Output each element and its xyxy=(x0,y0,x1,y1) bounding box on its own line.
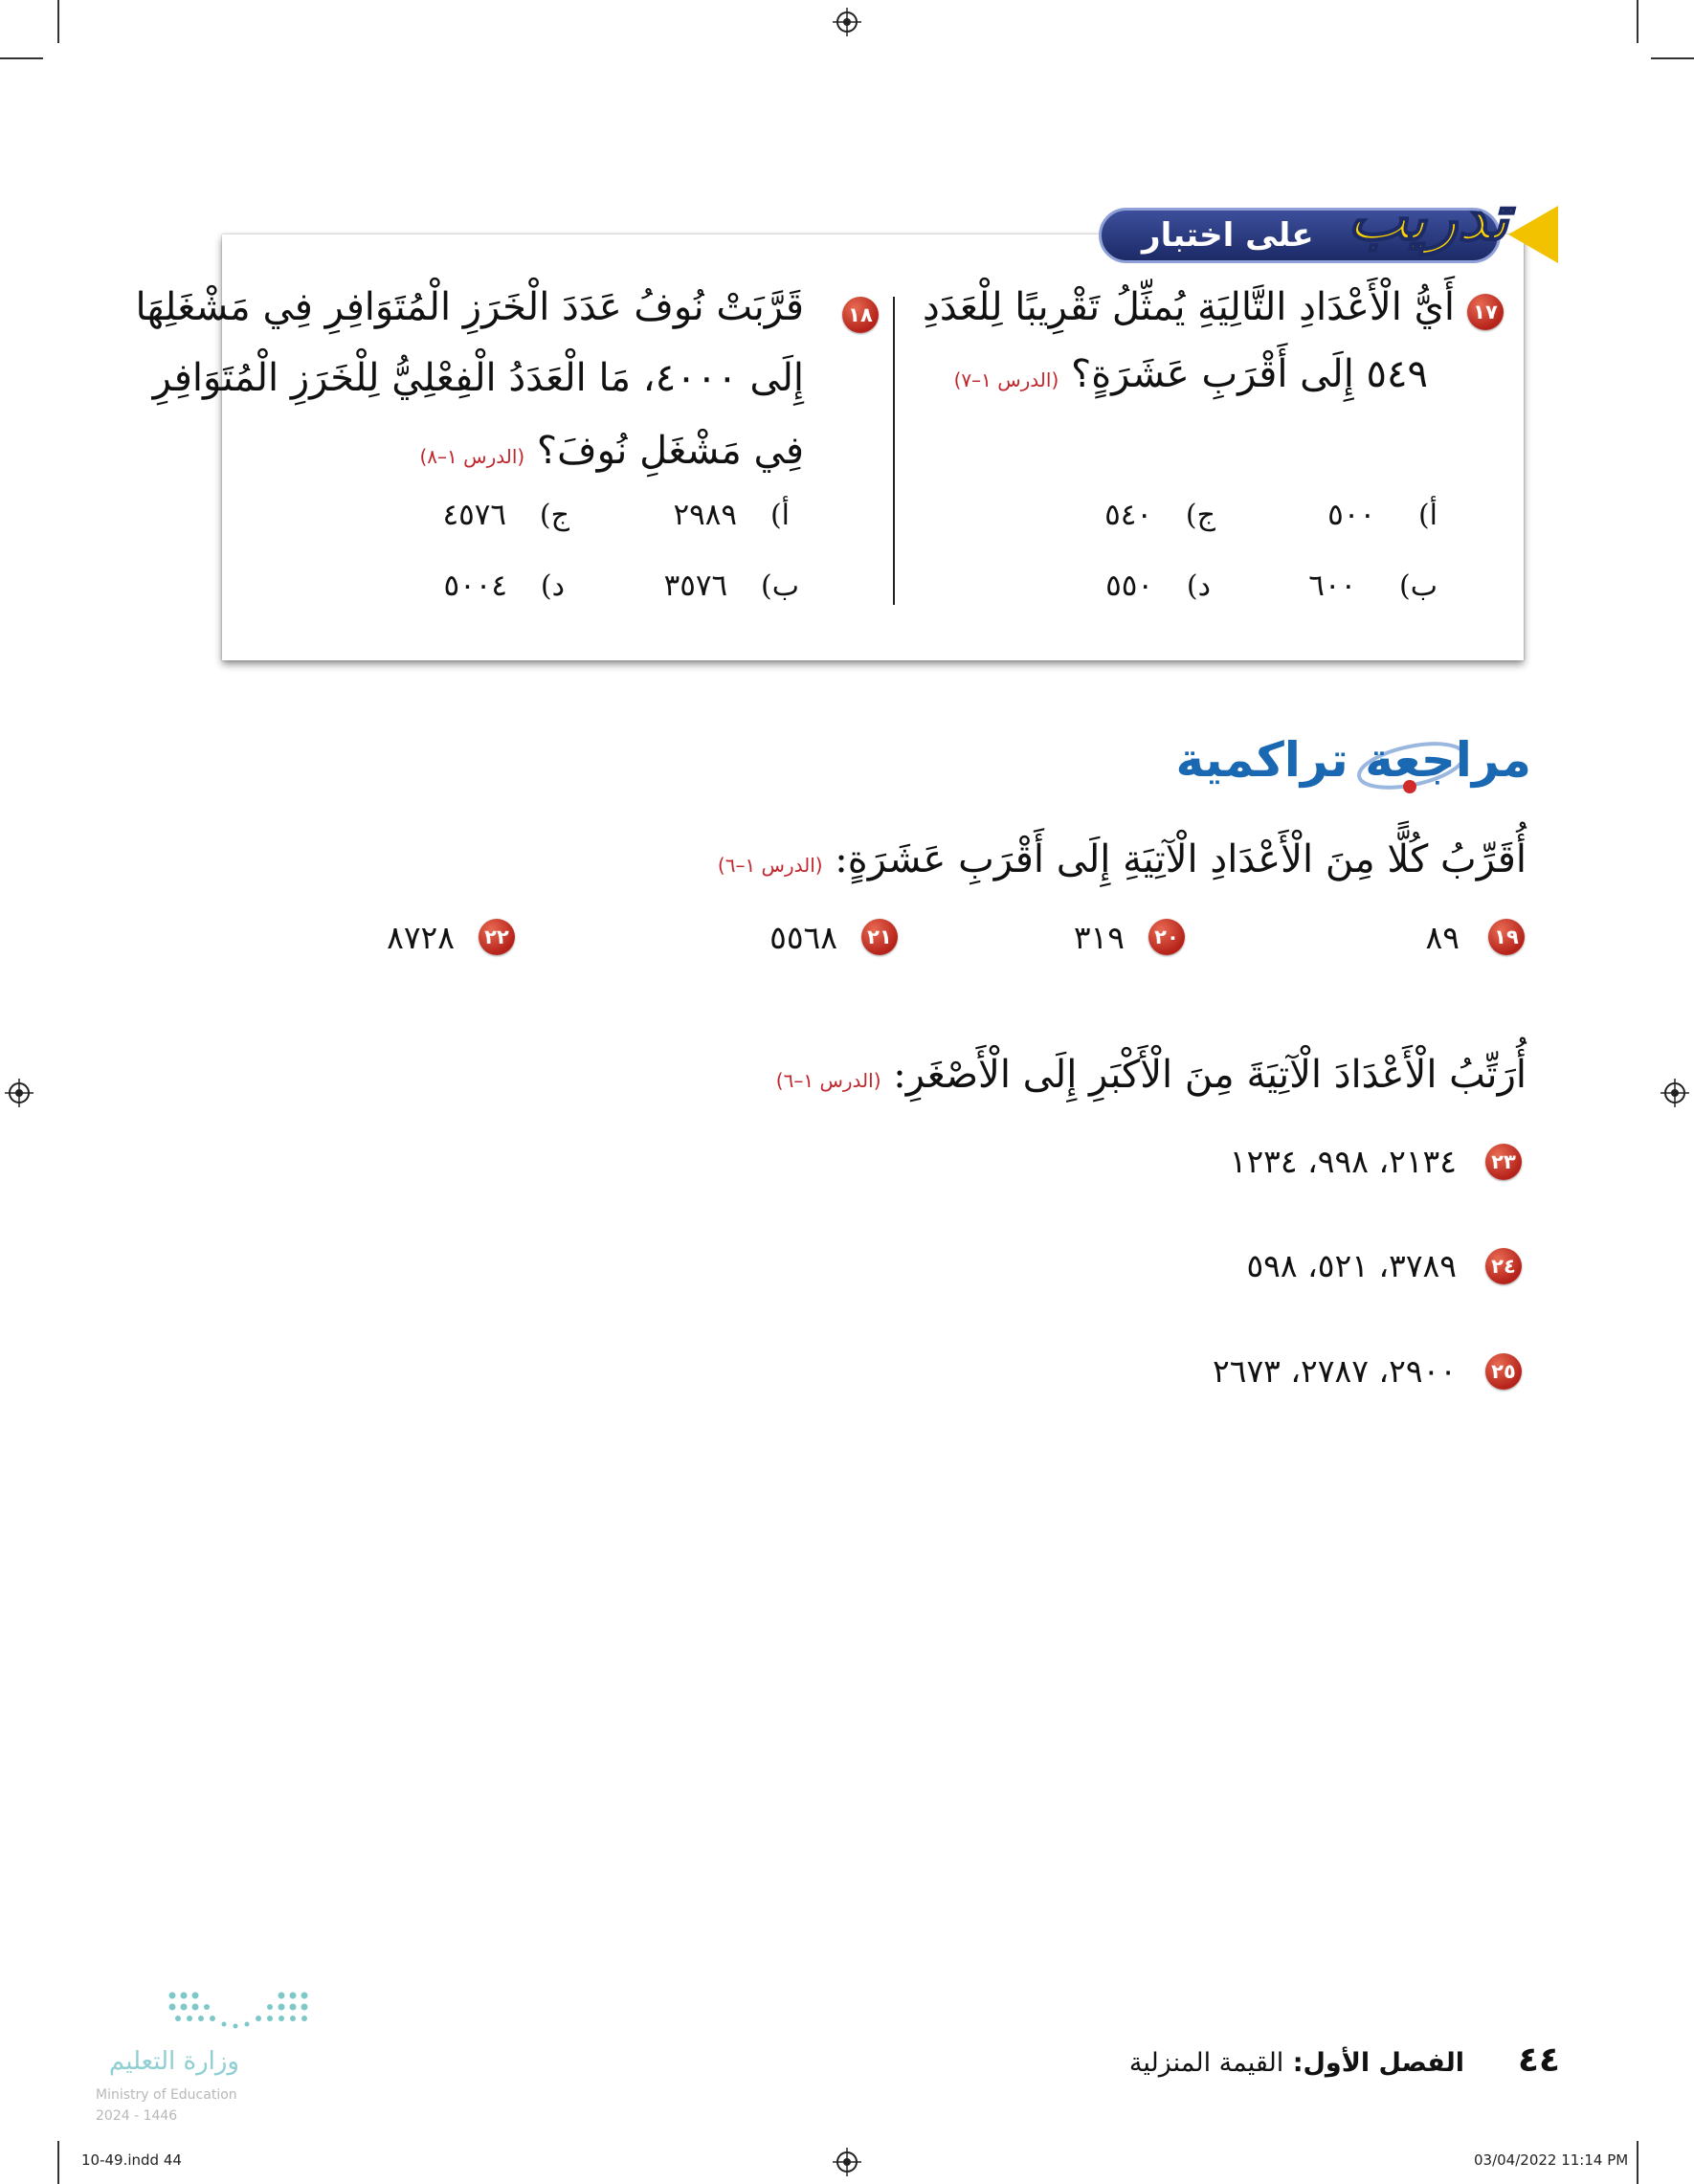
crop-mark xyxy=(1651,57,1694,59)
question-text-line xyxy=(954,352,1428,396)
option-letter: ج) xyxy=(1185,499,1215,532)
question-text-line: قَرَّبَتْ نُوفُ عَدَدَ الْخَرَزِ الْمُتَوَافِرِ فِي مَشْغَلِهَا xyxy=(135,285,804,329)
registration-mark-icon xyxy=(5,1079,33,1107)
lesson-reference: (الدرس ١–٧) xyxy=(953,368,1059,391)
answer-option[interactable] xyxy=(1327,498,1438,532)
option-value: ٣٥٧٦ xyxy=(663,568,728,603)
option-letter: أ) xyxy=(769,499,790,532)
question-number-badge: ١٩ xyxy=(1488,919,1525,955)
option-value: ٦٠٠ xyxy=(1308,568,1357,603)
answer-option[interactable] xyxy=(1104,498,1215,532)
number-value: ٢١٣٤، ٩٩٨، ١٢٣٤ xyxy=(1229,1143,1457,1180)
answer-option[interactable] xyxy=(443,568,565,603)
question-number-badge: ٢٤ xyxy=(1485,1248,1522,1284)
question-number-badge: ٢٣ xyxy=(1485,1144,1522,1180)
question-number-badge: ٢٥ xyxy=(1485,1353,1522,1390)
crop-mark xyxy=(1637,2141,1638,2184)
number-value: ٣١٩ xyxy=(1073,919,1125,956)
file-slug: 10-49.indd 44 xyxy=(81,2151,182,2169)
answer-option[interactable] xyxy=(664,568,799,603)
question-text: فِي مَشْغَلِ نُوفَ؟ xyxy=(536,429,804,473)
instruction-text: أُقَرِّبُ كُلًّا مِنَ الْأَعْدَادِ الْآتِيَةِ إِلَى أَقْرَبِ عَشَرَةٍ: xyxy=(835,837,1527,881)
answer-option[interactable] xyxy=(1308,568,1438,603)
cumulative-review-title: مراجعة تراكمية xyxy=(1175,732,1531,788)
crop-mark xyxy=(1637,0,1638,43)
registration-mark-icon xyxy=(833,8,861,36)
question-text-line: أَيُّ الْأَعْدَادِ التَّالِيَةِ يُمثِّلُ تَقْرِيبًا لِلْعَدَدِ xyxy=(923,285,1455,329)
chapter-footer xyxy=(1062,2048,1464,2078)
crop-mark xyxy=(0,57,43,59)
option-letter: ب) xyxy=(761,569,799,603)
answer-option[interactable] xyxy=(673,498,790,532)
question-number-badge: ٢٢ xyxy=(479,919,515,955)
ministry-logo xyxy=(96,1986,316,2129)
option-letter: د) xyxy=(1186,569,1211,603)
question-number-badge: ٢١ xyxy=(861,919,898,955)
answer-option[interactable] xyxy=(1105,568,1211,603)
lesson-reference: (الدرس ١–٦) xyxy=(717,854,823,877)
question-text: ٥٤٩ إِلَى أَقْرَبِ عَشَرَةٍ؟ xyxy=(1070,352,1428,396)
question-text-line: إِلَى ٤٠٠٠، مَا الْعَدَدُ الْفِعْلِيُّ لِلْخَرَزِ الْمُتَوَافِرِ xyxy=(152,356,804,400)
option-value: ٥٠٠ xyxy=(1327,498,1376,532)
option-letter: أ) xyxy=(1417,499,1438,532)
ministry-year: 2024 - 1446 xyxy=(96,2108,178,2124)
ministry-name-english: Ministry of Education xyxy=(96,2087,237,2103)
option-letter: ج) xyxy=(539,499,569,532)
number-value: ٨٧٢٨ xyxy=(387,919,455,956)
number-value: ٢٩٠٠، ٢٧٨٧، ٢٦٧٣ xyxy=(1213,1352,1457,1390)
option-letter: د) xyxy=(540,569,565,603)
number-value: ٥٥٦٨ xyxy=(769,919,837,956)
banner-title: تدريب xyxy=(1348,181,1509,255)
test-practice-banner xyxy=(1099,181,1558,273)
ministry-logo-dots-icon xyxy=(163,1986,316,2039)
column-divider xyxy=(893,297,895,605)
answer-option[interactable] xyxy=(442,498,569,532)
banner-arrow-icon xyxy=(1508,206,1558,263)
instruction-text: أُرَتِّبُ الْأَعْدَادَ الْآتِيَةَ مِنَ الْأَكْبَرِ إِلَى الْأَصْغَرِ: xyxy=(893,1053,1527,1097)
chapter-title: القيمة المنزلية xyxy=(1128,2048,1284,2078)
question-number-badge: ١٧ xyxy=(1467,294,1504,330)
option-value: ٥٥٠ xyxy=(1105,568,1154,603)
question-number-badge: ٢٠ xyxy=(1148,919,1185,955)
registration-mark-icon xyxy=(833,2148,861,2176)
crop-mark xyxy=(57,2141,59,2184)
option-value: ٢٩٨٩ xyxy=(673,498,738,532)
number-value: ٨٩ xyxy=(1425,919,1460,956)
number-value: ٣٧٨٩، ٥٢١، ٥٩٨ xyxy=(1246,1247,1457,1284)
registration-mark-icon xyxy=(1661,1079,1689,1107)
banner-subtitle: على اختبار xyxy=(1142,216,1314,255)
option-value: ٤٥٧٦ xyxy=(442,498,507,532)
instruction-line xyxy=(718,837,1527,881)
chapter-label: الفصل الأول: xyxy=(1292,2048,1464,2078)
option-value: ٥٠٠٤ xyxy=(443,568,508,603)
option-value: ٥٤٠ xyxy=(1104,498,1153,532)
date-slug: 03/04/2022 11:14 PM xyxy=(1474,2151,1629,2169)
question-text-line xyxy=(419,429,804,473)
ministry-name-arabic: وزارة التعليم xyxy=(108,2047,239,2076)
page-number: ٤٤ xyxy=(1518,2040,1560,2080)
instruction-line xyxy=(776,1053,1527,1097)
lesson-reference: (الدرس ١–٨) xyxy=(419,445,525,468)
question-number-badge: ١٨ xyxy=(842,297,879,333)
option-letter: ب) xyxy=(1399,569,1438,603)
lesson-reference: (الدرس ١–٦) xyxy=(775,1069,881,1092)
crop-mark xyxy=(57,0,59,43)
